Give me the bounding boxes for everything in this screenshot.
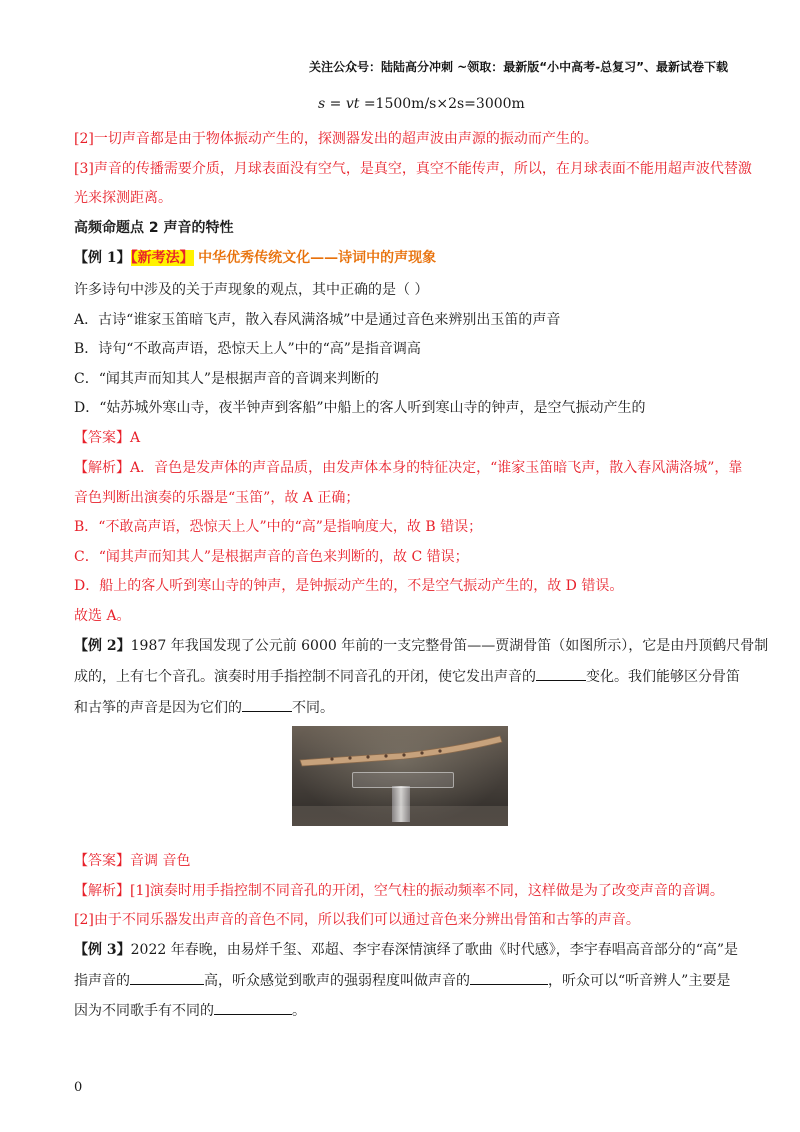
example-2-text-1: 1987 年我国发现了公元前 6000 年前的一支完整骨笛——贾湖骨笛（如图所示），它是由丹顶鹤尺骨制 [130,638,769,654]
example-1-option-b: B．诗句“不敢高声语，恐惊天上人”中的“高”是指音调高 [74,341,421,357]
example-2-analysis-2: [2]由于不同乐器发出声音的音色不同，所以我们可以通过音色来分辨出骨笛和古筝的声音。 [74,912,640,928]
example-2-line-1 [74,636,768,656]
example-3-line-2 [74,970,730,991]
analysis-line-3b: 光来探测距离。 [74,190,172,206]
bone-flute-photo [292,726,508,826]
example-3-text-2c: ，听众可以“听音辨人”主要是 [548,973,731,989]
example-2-analysis-1: 【解析】[1]演奏时用手指控制不同音孔的开闭，空气柱的振动频率不同，这样做是为了改变声音的音调。 [74,883,724,899]
formula-eq: = [325,96,346,112]
example-1-label: 【例 1】 [74,250,131,266]
example-1-option-d: D．“姑苏城外寒山寺，夜半钟声到客船”中船上的客人听到寒山寺的钟声，是空气振动产生的 [74,400,646,416]
example-2-label: 【例 2】 [74,638,131,654]
example-1-header [74,248,436,268]
example-3-line-1 [74,940,738,960]
answer-blank-3[interactable] [130,970,204,985]
bone-flute-icon [292,726,508,826]
analysis-line-3a: [3]声音的传播需要介质，月球表面没有空气，是真空，真空不能传声，所以，在月球表面不能用超声波代替激 [74,161,752,177]
example-1-analysis-3: B．“不敢高声语，恐惊天上人”中的“高”是指响度大，故 B 错误； [74,519,483,535]
example-3-text-2a: 指声音的 [74,973,130,989]
example-1-option-a: A．古诗“谁家玉笛暗飞声，散入春风满洛城”中是通过音色来辨别出玉笛的声音 [74,312,561,328]
example-1-option-c: C．“闻其声而知其人”是根据声音的音调来判断的 [74,371,380,387]
answer-blank-1[interactable] [536,666,586,681]
example-2-answer: 【答案】音调 音色 [74,853,191,869]
formula-vt: vt [345,96,360,112]
new-exam-tag: 【新考法】 [130,250,194,266]
example-1-analysis-4: C．“闻其声而知其人”是根据声音的音色来判断的，故 C 错误； [74,549,469,565]
example-1-analysis-1: 【解析】A．音色是发声体的声音品质，由发声体本身的特征决定，“谁家玉笛暗飞声，散入春风满洛城”，靠 [74,460,743,476]
example-1-choice: 故选 A。 [74,608,131,624]
answer-blank-2[interactable] [242,697,292,712]
example-3-text-3a: 因为不同歌手有不同的 [74,1003,214,1019]
example-2-text-2a: 成的，上有七个音孔。演奏时用手指控制不同音孔的开闭，使它发出声音的 [74,669,536,685]
formula-s: s [318,96,326,112]
formula [318,94,525,114]
example-2-text-3a: 和古筝的声音是因为它们的 [74,700,242,716]
example-1-analysis-2: 音色判断出演奏的乐器是“玉笛”，故 A 正确； [74,490,360,506]
section-title: 高频命题点 2 声音的特性 [74,220,234,236]
formula-rest: =1500m/s×2s=3000m [359,96,525,112]
example-3-line-3 [74,1000,306,1021]
example-1-analysis-5: D．船上的客人听到寒山寺的钟声，是钟振动产生的，不是空气振动产生的，故 D 错误。 [74,578,624,594]
page-header: 关注公众号：陆陆高分冲刺 ~领取：最新版“小中高考-总复习”、最新试卷下载 [309,60,728,74]
answer-blank-4[interactable] [470,970,548,985]
answer-blank-5[interactable] [214,1000,292,1015]
example-2-text-2b: 变化。我们能够区分骨笛 [586,669,740,685]
example-1-answer: 【答案】A [74,430,141,446]
page-number: 0 [74,1080,83,1095]
example-3-text-2b: 高，听众感觉到歌声的强弱程度叫做声音的 [204,973,470,989]
example-3-text-3b: 。 [292,1003,306,1019]
example-1-question: 许多诗句中涉及的关于声现象的观点，其中正确的是（ ） [74,282,429,298]
example-2-line-2 [74,666,740,687]
example-3-text-1: 2022 年春晚，由易烊千玺、邓超、李宇春深情演绎了歌曲《时代感》，李宇春唱高音部分的“高”是 [130,942,739,958]
example-2-text-3b: 不同。 [292,700,334,716]
example-3-label: 【例 3】 [74,942,131,958]
analysis-line-2: [2]一切声音都是由于物体振动产生的，探测器发出的超声波由声源的振动而产生的。 [74,131,598,147]
example-2-line-3 [74,697,334,718]
example-1-topic: 中华优秀传统文化——诗词中的声现象 [198,250,437,266]
